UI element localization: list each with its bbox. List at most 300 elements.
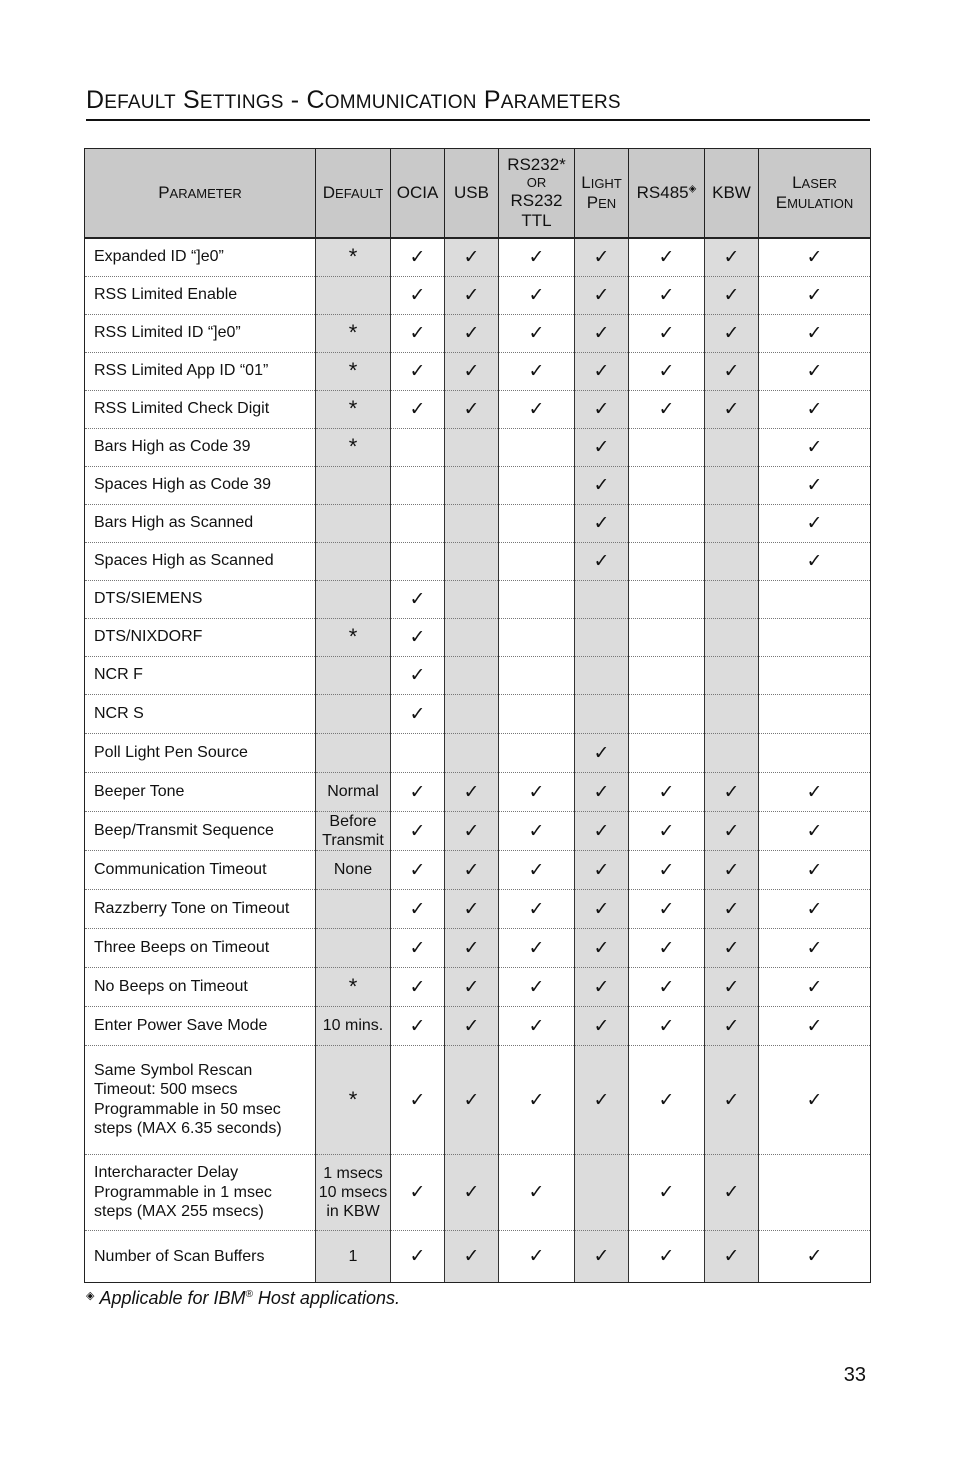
default-value: *	[316, 390, 391, 428]
table-row	[85, 694, 871, 733]
support-cell	[499, 618, 575, 656]
header-row	[85, 149, 871, 239]
check-icon: ✓	[409, 626, 426, 648]
support-cell	[499, 889, 575, 928]
support-cell	[759, 314, 871, 352]
support-cell	[575, 733, 629, 772]
page-title: DEFAULT SETTINGS - COMMUNICATION PARAMETERS	[86, 86, 870, 121]
check-icon: ✓	[806, 1245, 823, 1268]
support-cell	[445, 238, 499, 276]
check-icon: ✓	[593, 474, 610, 496]
check-icon: ✓	[463, 936, 480, 959]
support-cell	[705, 889, 759, 928]
support-cell	[629, 314, 705, 352]
check-icon: ✓	[806, 284, 823, 306]
support-cell	[575, 889, 629, 928]
support-cell	[705, 850, 759, 889]
check-icon: ✓	[593, 780, 610, 803]
check-icon: ✓	[806, 436, 823, 458]
support-cell	[705, 928, 759, 967]
table-row	[85, 580, 871, 618]
support-cell	[759, 466, 871, 504]
check-icon: ✓	[658, 246, 675, 269]
support-cell	[705, 1230, 759, 1282]
check-icon: ✓	[409, 322, 426, 344]
table-row	[85, 1006, 871, 1045]
parameter-name: DTS/SIEMENS	[85, 580, 316, 618]
support-cell	[705, 811, 759, 850]
support-cell	[445, 618, 499, 656]
support-cell	[575, 694, 629, 733]
support-cell	[575, 466, 629, 504]
check-icon: ✓	[658, 1088, 675, 1111]
table-row	[85, 1045, 871, 1154]
support-cell	[575, 850, 629, 889]
check-icon: ✓	[658, 1245, 675, 1268]
support-cell	[575, 967, 629, 1006]
default-value: Normal	[316, 772, 391, 811]
check-icon: ✓	[806, 936, 823, 959]
support-cell	[391, 850, 445, 889]
support-cell	[575, 580, 629, 618]
support-cell	[629, 542, 705, 580]
check-icon: ✓	[463, 819, 480, 842]
support-cell	[575, 238, 629, 276]
parameter-name: Poll Light Pen Source	[85, 733, 316, 772]
header-light-pen: LIGHT PEN	[575, 149, 629, 239]
support-cell	[705, 466, 759, 504]
check-icon: ✓	[593, 512, 610, 534]
support-cell	[391, 967, 445, 1006]
check-icon: ✓	[593, 897, 610, 920]
support-cell	[445, 1045, 499, 1154]
header-usb: USB	[445, 149, 499, 239]
support-cell	[391, 238, 445, 276]
support-cell	[759, 238, 871, 276]
support-cell	[705, 352, 759, 390]
support-cell	[499, 580, 575, 618]
check-icon: ✓	[528, 819, 545, 842]
check-icon: ✓	[658, 936, 675, 959]
support-cell	[499, 850, 575, 889]
support-cell	[759, 889, 871, 928]
table-row	[85, 772, 871, 811]
support-cell	[575, 1045, 629, 1154]
support-cell	[445, 1154, 499, 1230]
support-cell	[629, 1045, 705, 1154]
parameter-name: Same Symbol Rescan Timeout: 500 msecs Programmable in 50 msec steps (MAX 6.35 seconds)	[85, 1045, 316, 1154]
support-cell	[575, 504, 629, 542]
check-icon: ✓	[806, 322, 823, 344]
support-cell	[705, 656, 759, 694]
check-icon: ✓	[409, 819, 426, 842]
header-rs232: RS232* OR RS232 TTL	[499, 149, 575, 239]
support-cell	[445, 733, 499, 772]
check-icon: ✓	[806, 246, 823, 269]
support-cell	[391, 772, 445, 811]
check-icon: ✓	[409, 975, 426, 998]
support-cell	[391, 580, 445, 618]
check-icon: ✓	[806, 512, 823, 534]
check-icon: ✓	[409, 398, 426, 420]
support-cell	[445, 928, 499, 967]
check-icon: ✓	[409, 897, 426, 920]
check-icon: ✓	[409, 702, 426, 725]
check-icon: ✓	[593, 246, 610, 269]
parameter-name: RSS Limited ID “]e0”	[85, 314, 316, 352]
support-cell	[705, 1006, 759, 1045]
check-icon: ✓	[593, 436, 610, 458]
check-icon: ✓	[463, 1088, 480, 1111]
table-row	[85, 618, 871, 656]
check-icon: ✓	[528, 897, 545, 920]
support-cell	[759, 811, 871, 850]
support-cell	[705, 967, 759, 1006]
check-icon: ✓	[409, 1181, 426, 1204]
page-number: 33	[843, 1364, 866, 1386]
default-value: Before Transmit	[316, 811, 391, 850]
check-icon: ✓	[723, 246, 740, 269]
check-icon: ✓	[409, 936, 426, 959]
support-cell	[629, 1154, 705, 1230]
header-ocia: OCIA	[391, 149, 445, 239]
support-cell	[391, 1230, 445, 1282]
support-cell	[759, 694, 871, 733]
check-icon: ✓	[409, 780, 426, 803]
support-cell	[629, 967, 705, 1006]
table-row	[85, 390, 871, 428]
table-row	[85, 656, 871, 694]
check-icon: ✓	[528, 360, 545, 382]
support-cell	[391, 504, 445, 542]
support-cell	[629, 238, 705, 276]
support-cell	[705, 618, 759, 656]
check-icon: ✓	[463, 1014, 480, 1037]
table-row	[85, 542, 871, 580]
support-cell	[575, 352, 629, 390]
support-cell	[445, 352, 499, 390]
check-icon: ✓	[723, 1014, 740, 1037]
table-row	[85, 967, 871, 1006]
check-icon: ✓	[593, 550, 610, 572]
support-cell	[499, 1230, 575, 1282]
support-cell	[629, 1006, 705, 1045]
header-laser-emulation: LASER EMULATION	[759, 149, 871, 239]
check-icon: ✓	[806, 398, 823, 420]
table-row	[85, 352, 871, 390]
parameter-name: Beep/Transmit Sequence	[85, 811, 316, 850]
support-cell	[575, 276, 629, 314]
default-value	[316, 928, 391, 967]
check-icon: ✓	[806, 550, 823, 572]
check-icon: ✓	[723, 780, 740, 803]
support-cell	[499, 656, 575, 694]
table-body	[85, 238, 871, 1282]
support-cell	[499, 428, 575, 466]
support-cell	[705, 542, 759, 580]
support-cell	[759, 850, 871, 889]
support-cell	[759, 618, 871, 656]
check-icon: ✓	[723, 1245, 740, 1268]
check-icon: ✓	[463, 398, 480, 420]
default-value: 1 msecs 10 msecs in KBW	[316, 1154, 391, 1230]
support-cell	[759, 967, 871, 1006]
check-icon: ✓	[658, 975, 675, 998]
support-cell	[499, 733, 575, 772]
default-value: 1	[316, 1230, 391, 1282]
support-cell	[499, 928, 575, 967]
support-cell	[575, 390, 629, 428]
parameter-name: Communication Timeout	[85, 850, 316, 889]
support-cell	[391, 618, 445, 656]
support-cell	[759, 1006, 871, 1045]
support-cell	[575, 618, 629, 656]
support-cell	[759, 928, 871, 967]
support-cell	[759, 733, 871, 772]
default-value	[316, 889, 391, 928]
support-cell	[445, 428, 499, 466]
check-icon: ✓	[658, 858, 675, 881]
table-row	[85, 466, 871, 504]
default-value	[316, 694, 391, 733]
support-cell	[499, 276, 575, 314]
check-icon: ✓	[593, 1245, 610, 1268]
header-rs485: RS485◈	[629, 149, 705, 239]
parameter-name: RSS Limited Check Digit	[85, 390, 316, 428]
support-cell	[391, 466, 445, 504]
support-cell	[629, 352, 705, 390]
default-value	[316, 656, 391, 694]
support-cell	[499, 542, 575, 580]
default-value	[316, 542, 391, 580]
header-kbw: KBW	[705, 149, 759, 239]
support-cell	[391, 352, 445, 390]
parameter-name: NCR S	[85, 694, 316, 733]
support-cell	[629, 889, 705, 928]
check-icon: ✓	[528, 322, 545, 344]
support-cell	[759, 580, 871, 618]
support-cell	[391, 276, 445, 314]
table-row	[85, 928, 871, 967]
support-cell	[445, 580, 499, 618]
support-cell	[705, 694, 759, 733]
support-cell	[759, 428, 871, 466]
check-icon: ✓	[806, 858, 823, 881]
check-icon: ✓	[593, 398, 610, 420]
default-value	[316, 504, 391, 542]
support-cell	[629, 428, 705, 466]
table-row	[85, 1154, 871, 1230]
default-value: *	[316, 238, 391, 276]
support-cell	[759, 1230, 871, 1282]
support-cell	[391, 889, 445, 928]
check-icon: ✓	[463, 1245, 480, 1268]
check-icon: ✓	[658, 398, 675, 420]
check-icon: ✓	[593, 284, 610, 306]
check-icon: ✓	[723, 897, 740, 920]
parameter-name: No Beeps on Timeout	[85, 967, 316, 1006]
support-cell	[629, 390, 705, 428]
default-value: *	[316, 1045, 391, 1154]
table-row	[85, 314, 871, 352]
check-icon: ✓	[806, 975, 823, 998]
check-icon: ✓	[723, 858, 740, 881]
support-cell	[575, 772, 629, 811]
support-cell	[629, 694, 705, 733]
parameter-name: Spaces High as Scanned	[85, 542, 316, 580]
table-row	[85, 850, 871, 889]
support-cell	[499, 772, 575, 811]
support-cell	[391, 428, 445, 466]
check-icon: ✓	[658, 322, 675, 344]
check-icon: ✓	[528, 936, 545, 959]
support-cell	[499, 466, 575, 504]
check-icon: ✓	[806, 897, 823, 920]
support-cell	[705, 1154, 759, 1230]
support-cell	[575, 314, 629, 352]
check-icon: ✓	[723, 1088, 740, 1111]
support-cell	[629, 1230, 705, 1282]
support-cell	[705, 314, 759, 352]
check-icon: ✓	[463, 284, 480, 306]
support-cell	[391, 811, 445, 850]
check-icon: ✓	[463, 897, 480, 920]
check-icon: ✓	[723, 360, 740, 382]
support-cell	[445, 967, 499, 1006]
support-cell	[705, 276, 759, 314]
support-cell	[705, 428, 759, 466]
support-cell	[705, 390, 759, 428]
check-icon: ✓	[658, 1181, 675, 1204]
check-icon: ✓	[593, 819, 610, 842]
default-value: None	[316, 850, 391, 889]
check-icon: ✓	[528, 246, 545, 269]
support-cell	[391, 733, 445, 772]
check-icon: ✓	[593, 741, 610, 764]
check-icon: ✓	[593, 322, 610, 344]
check-icon: ✓	[658, 284, 675, 306]
check-icon: ✓	[409, 1014, 426, 1037]
support-cell	[391, 542, 445, 580]
parameter-name: Expanded ID “]e0”	[85, 238, 316, 276]
support-cell	[445, 850, 499, 889]
support-cell	[445, 390, 499, 428]
check-icon: ✓	[528, 975, 545, 998]
parameter-name: NCR F	[85, 656, 316, 694]
support-cell	[759, 276, 871, 314]
check-icon: ✓	[409, 588, 426, 610]
default-value	[316, 466, 391, 504]
check-icon: ✓	[409, 1245, 426, 1268]
support-cell	[629, 811, 705, 850]
support-cell	[499, 967, 575, 1006]
header-default: DEFAULT	[316, 149, 391, 239]
support-cell	[445, 314, 499, 352]
support-cell	[391, 928, 445, 967]
support-cell	[575, 428, 629, 466]
check-icon: ✓	[593, 1088, 610, 1111]
footnote: ◈ Applicable for IBM® Host applications.	[86, 1288, 400, 1308]
support-cell	[759, 390, 871, 428]
check-icon: ✓	[409, 664, 426, 686]
parameter-name: RSS Limited App ID “01”	[85, 352, 316, 390]
check-icon: ✓	[463, 858, 480, 881]
support-cell	[629, 928, 705, 967]
support-cell	[575, 1154, 629, 1230]
support-cell	[499, 504, 575, 542]
support-cell	[705, 733, 759, 772]
parameter-name: Bars High as Scanned	[85, 504, 316, 542]
check-icon: ✓	[409, 1088, 426, 1111]
check-icon: ✓	[463, 322, 480, 344]
check-icon: ✓	[723, 975, 740, 998]
check-icon: ✓	[806, 474, 823, 496]
support-cell	[629, 850, 705, 889]
support-cell	[445, 656, 499, 694]
support-cell	[391, 1006, 445, 1045]
check-icon: ✓	[528, 398, 545, 420]
table-row	[85, 889, 871, 928]
check-icon: ✓	[463, 780, 480, 803]
support-cell	[499, 314, 575, 352]
support-cell	[705, 238, 759, 276]
support-cell	[575, 811, 629, 850]
parameter-name: Spaces High as Code 39	[85, 466, 316, 504]
support-cell	[391, 1045, 445, 1154]
default-value	[316, 276, 391, 314]
support-cell	[629, 580, 705, 618]
table-row	[85, 428, 871, 466]
support-cell	[391, 694, 445, 733]
check-icon: ✓	[528, 1088, 545, 1111]
support-cell	[499, 1154, 575, 1230]
check-icon: ✓	[593, 360, 610, 382]
check-icon: ✓	[723, 936, 740, 959]
check-icon: ✓	[723, 322, 740, 344]
support-cell	[759, 1045, 871, 1154]
support-cell	[445, 811, 499, 850]
support-cell	[445, 889, 499, 928]
header-parameter: PARAMETER	[85, 149, 316, 239]
diamond-icon: ◈	[86, 1290, 95, 1302]
support-cell	[759, 1154, 871, 1230]
check-icon: ✓	[723, 398, 740, 420]
table-row	[85, 733, 871, 772]
support-cell	[445, 772, 499, 811]
support-cell	[759, 504, 871, 542]
check-icon: ✓	[658, 897, 675, 920]
support-cell	[705, 580, 759, 618]
check-icon: ✓	[528, 1181, 545, 1204]
parameter-name: Intercharacter Delay Programmable in 1 msec steps (MAX 255 msecs)	[85, 1154, 316, 1230]
check-icon: ✓	[723, 1181, 740, 1204]
check-icon: ✓	[463, 975, 480, 998]
support-cell	[629, 276, 705, 314]
default-value: 10 mins.	[316, 1006, 391, 1045]
table-row	[85, 1230, 871, 1282]
support-cell	[759, 772, 871, 811]
diamond-icon: ◈	[688, 183, 697, 195]
check-icon: ✓	[528, 1014, 545, 1037]
check-icon: ✓	[723, 284, 740, 306]
support-cell	[705, 1045, 759, 1154]
support-cell	[759, 352, 871, 390]
parameter-name: Razzberry Tone on Timeout	[85, 889, 316, 928]
check-icon: ✓	[593, 1014, 610, 1037]
check-icon: ✓	[593, 858, 610, 881]
support-cell	[445, 1006, 499, 1045]
support-cell	[499, 352, 575, 390]
